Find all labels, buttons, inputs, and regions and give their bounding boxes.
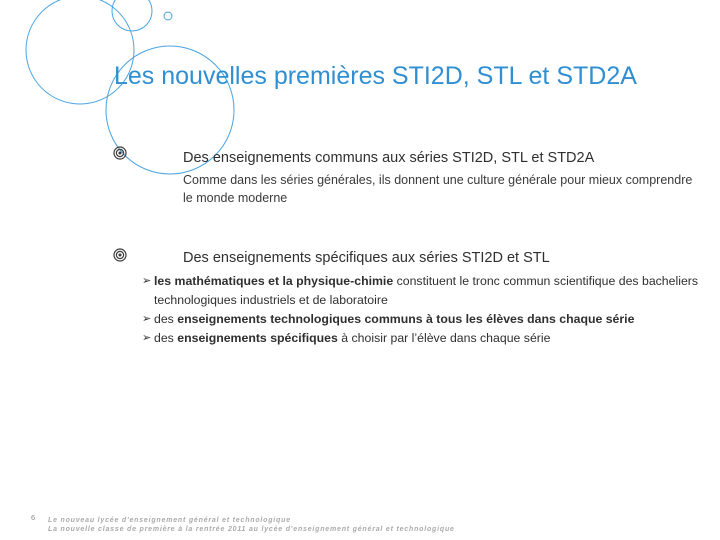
list-item-text: à choisir par l’élève dans chaque série	[337, 331, 551, 345]
list-item	[142, 272, 717, 310]
footer-line-1: Le nouveau lycée d'enseignement général et technologique	[48, 517, 291, 524]
list-item-bold: enseignements technologiques communs à tous les élèves dans chaque série	[177, 312, 635, 326]
specific-teachings-list	[142, 272, 717, 348]
decorative-circle-small	[112, 0, 152, 31]
footer-line-2: La nouvelle classe de première à la rentrée 2011 au lycée d'enseignement général et technologique	[48, 526, 455, 533]
target-bullet-icon	[113, 146, 127, 160]
list-item-bold: enseignements spécifiques	[177, 331, 338, 345]
list-item-bold: les mathématiques et la physique-chimie	[154, 274, 394, 288]
section-description-common: Comme dans les séries générales, ils donnent une culture générale pour mieux comprendre le monde moderne	[183, 173, 693, 205]
arrow-bullet-icon: ➢	[142, 313, 152, 325]
slide-title: Les nouvelles premières STI2D, STL et STD2A	[114, 62, 637, 90]
section-heading-common: Des enseignements communs aux séries STI2D, STL et STD2A	[183, 150, 595, 166]
section-heading-specific: Des enseignements spécifiques aux séries STI2D et STL	[183, 250, 550, 266]
decorative-circle-dot	[164, 12, 172, 20]
target-bullet-icon	[113, 248, 127, 262]
arrow-bullet-icon: ➢	[142, 332, 152, 344]
arrow-bullet-icon: ➢	[142, 275, 152, 287]
list-item	[142, 310, 717, 329]
list-item-prefix: des	[154, 312, 178, 326]
footer	[48, 516, 455, 534]
list-item	[142, 329, 717, 348]
page-number: 6	[31, 513, 36, 522]
list-item-prefix: des	[154, 331, 178, 345]
list-item-text: constituent le tronc commun scientifique des bacheliers technologiques industriels et de laboratoire	[154, 274, 699, 307]
